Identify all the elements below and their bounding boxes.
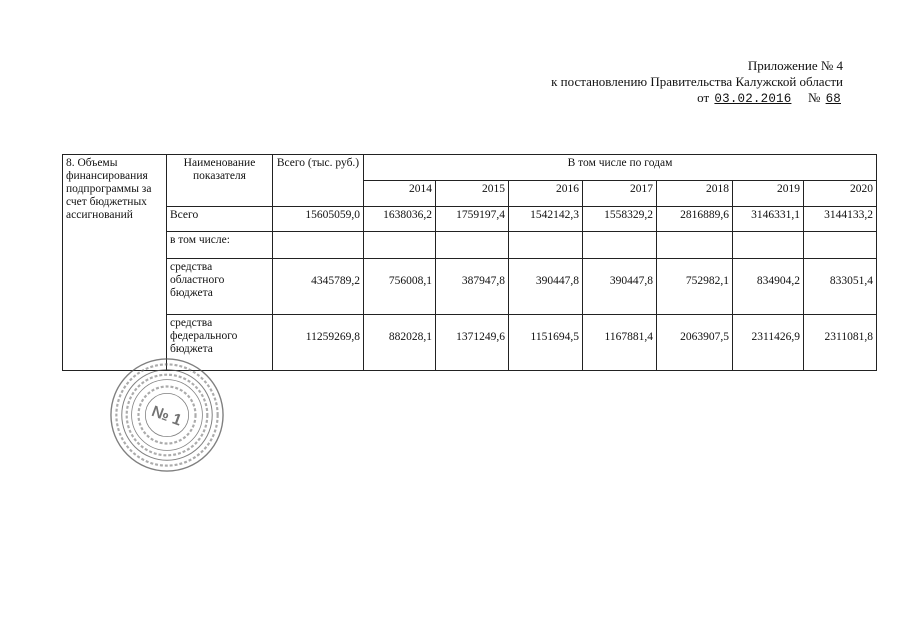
- year-value: [509, 232, 583, 259]
- year-header: 2017: [583, 181, 657, 207]
- year-value: 2311081,8: [804, 315, 877, 371]
- year-value: 390447,8: [509, 259, 583, 315]
- row-total: 4345789,2: [273, 259, 364, 315]
- year-value: [657, 232, 733, 259]
- row-name: средства федерального бюджета: [167, 315, 273, 371]
- year-value: 1151694,5: [509, 315, 583, 371]
- year-value: 833051,4: [804, 259, 877, 315]
- year-value: 1558329,2: [583, 207, 657, 232]
- year-value: 834904,2: [733, 259, 804, 315]
- year-value: 3144133,2: [804, 207, 877, 232]
- year-value: 2311426,9: [733, 315, 804, 371]
- row-total: [273, 232, 364, 259]
- number-label: №: [807, 90, 821, 105]
- year-header: 2019: [733, 181, 804, 207]
- column-header-total: Всего (тыс. руб.): [276, 157, 360, 169]
- year-value: [436, 232, 509, 259]
- year-value: [583, 232, 657, 259]
- year-value: 3146331,1: [733, 207, 804, 232]
- year-value: 387947,8: [436, 259, 509, 315]
- row-name: Всего: [167, 207, 273, 232]
- resolution-reference: к постановлению Правительства Калужской области: [551, 74, 843, 89]
- year-value: 1638036,2: [364, 207, 436, 232]
- column-header-name: Наименование показателя: [183, 157, 256, 182]
- row-name: в том числе:: [167, 232, 273, 259]
- date-number-line: [551, 90, 843, 107]
- year-value: 2816889,6: [657, 207, 733, 232]
- table-row: [63, 259, 877, 315]
- year-value: 756008,1: [364, 259, 436, 315]
- year-header: 2014: [364, 181, 436, 207]
- document-header: [551, 58, 843, 107]
- row-total: 11259269,8: [273, 315, 364, 371]
- year-header: 2016: [509, 181, 583, 207]
- resolution-date: 03.02.2016: [714, 92, 792, 106]
- appendix-title: Приложение № 4: [747, 58, 843, 73]
- year-header: 2020: [804, 181, 877, 207]
- header-total-cell: [273, 155, 364, 207]
- year-value: 752982,1: [657, 259, 733, 315]
- year-value: 1371249,6: [436, 315, 509, 371]
- year-value: 1542142,3: [509, 207, 583, 232]
- from-label: от: [697, 90, 710, 105]
- header-period-cell: [364, 155, 877, 181]
- row-name: средства областного бюджета: [167, 259, 273, 315]
- year-value: 2063907,5: [657, 315, 733, 371]
- year-header: 2015: [436, 181, 509, 207]
- table-row: [63, 232, 877, 259]
- year-value: 1759197,4: [436, 207, 509, 232]
- resolution-number: 68: [825, 92, 841, 106]
- year-value: 1167881,4: [583, 315, 657, 371]
- section-title-cell: [63, 155, 167, 371]
- official-seal: [108, 356, 226, 474]
- year-value: 882028,1: [364, 315, 436, 371]
- seal-number: № 1: [149, 403, 184, 430]
- year-header: 2018: [657, 181, 733, 207]
- financing-table: [62, 154, 877, 371]
- year-value: [733, 232, 804, 259]
- header-name-cell: [167, 155, 273, 207]
- row-total: 15605059,0: [273, 207, 364, 232]
- year-value: [804, 232, 877, 259]
- year-value: 390447,8: [583, 259, 657, 315]
- year-value: [364, 232, 436, 259]
- section-title: 8. Объемы финансирования подпрограммы за счет бюджетных ассигнований: [66, 157, 152, 221]
- column-header-period: В том числе по годам: [567, 157, 673, 169]
- table-row: [63, 207, 877, 232]
